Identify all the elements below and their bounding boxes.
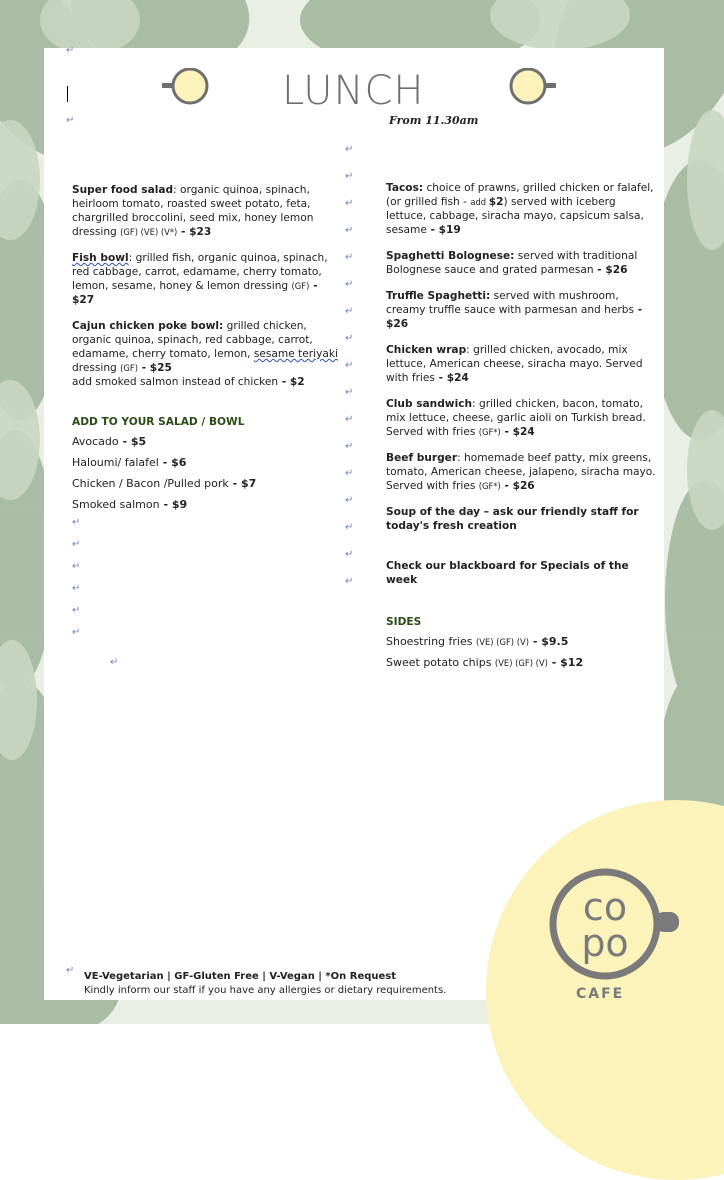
addon-item: Smoked salmon - $9 <box>72 498 188 511</box>
item-tags: (GF) <box>291 281 310 291</box>
copo-cafe-logo <box>547 868 683 1004</box>
item-add-label: add <box>470 197 489 207</box>
item-price: - $23 <box>177 226 212 238</box>
item-description-underlined: sesame teriyaki <box>253 348 338 360</box>
paragraph-mark-icon: ↵ <box>345 171 354 182</box>
item-add-price: $2 <box>488 196 504 208</box>
sides-heading: SIDES <box>386 616 422 628</box>
addon-item: Haloumi/ falafel - $6 <box>72 456 187 469</box>
paragraph-mark-icon: ↵ <box>72 627 81 638</box>
paragraph-mark-icon: ↵ <box>345 576 354 587</box>
item-description-cont: ) served with iceberg lettuce, cabbage, siracha mayo, capsicum salsa, sesame <box>386 196 644 236</box>
logo-letters-top: co <box>582 885 628 929</box>
paragraph-mark-icon: ↵ <box>345 198 354 209</box>
item-name: Truffle Spaghetti: <box>386 290 491 302</box>
paragraph-mark-icon: ↵ <box>72 583 81 594</box>
paragraph-mark-icon: ↵ <box>345 333 354 344</box>
side-item: Shoestring fries (VE) (GF) (V) - $9.5 <box>386 635 569 648</box>
paragraph-mark-icon: ↵ <box>345 441 354 452</box>
item-description: : organic quinoa, spinach, heirloom tomato, roasted sweet potato, feta, chargrilled broccolini, seed mix, honey lemon dressing <box>72 184 314 238</box>
item-name: Beef burger <box>386 452 458 464</box>
paragraph-mark-icon: ↵ <box>72 605 81 616</box>
item-price: - $26 <box>386 304 643 330</box>
menu-item <box>386 249 656 277</box>
item-name: Club sandwich <box>386 398 473 410</box>
item-name: Spaghetti Bolognese: <box>386 250 515 262</box>
menu-item <box>386 289 656 331</box>
paragraph-mark-icon: ↵ <box>72 561 81 572</box>
paragraph-mark-icon: ↵ <box>345 468 354 479</box>
item-tags: (GF*) <box>478 481 501 491</box>
menu-item <box>386 451 656 493</box>
dietary-footer <box>84 970 446 998</box>
paragraph-mark-icon: ↵ <box>345 549 354 560</box>
menu-item <box>72 183 338 239</box>
menu-item <box>72 319 338 389</box>
paragraph-mark-icon: ↵ <box>345 414 354 425</box>
paragraph-mark-icon: ↵ <box>345 225 354 236</box>
menu-item <box>386 343 656 385</box>
dietary-legend: VE-Vegetarian | GF-Gluten Free | V-Vegan | *On Request <box>84 971 397 982</box>
paragraph-mark-icon: ↵ <box>66 965 75 976</box>
menu-item <box>72 251 338 307</box>
paragraph-mark-icon: ↵ <box>66 115 75 126</box>
addons-heading: ADD TO YOUR SALAD / BOWL <box>72 416 245 428</box>
addon-item: Avocado - $5 <box>72 435 147 448</box>
logo-letters-bottom: po <box>581 921 629 965</box>
allergy-note: Kindly inform our staff if you have any allergies or dietary requirements. <box>84 985 447 996</box>
paragraph-mark-icon: ↵ <box>345 360 354 371</box>
item-tags: (GF) (VE) (V*) <box>120 227 178 237</box>
paragraph-mark-icon: ↵ <box>345 144 354 155</box>
paragraph-mark-icon: ↵ <box>345 252 354 263</box>
item-name: Cajun chicken poke bowl: <box>72 320 224 332</box>
item-name: Chicken wrap <box>386 344 467 356</box>
paragraph-mark-icon: ↵ <box>345 279 354 290</box>
paragraph-mark-icon: ↵ <box>345 522 354 533</box>
item-description: choice of prawns, grilled chicken or falafel, (or grilled fish - <box>386 182 654 208</box>
menu-item <box>386 181 656 237</box>
service-time: From 11.30am <box>389 114 479 127</box>
item-price: - $24 <box>434 372 469 384</box>
coffee-cup-right-icon <box>508 68 556 108</box>
specials-note: Check our blackboard for Specials of the week <box>386 560 629 586</box>
item-description: : grilled chicken, avocado, mix lettuce, American cheese, siracha mayo. Served with fries <box>386 344 643 384</box>
item-price: - $26 <box>593 264 628 276</box>
page-title: LUNCH <box>282 68 425 114</box>
paragraph-mark-icon: ↵ <box>72 539 81 550</box>
menu-item <box>386 397 656 439</box>
item-description: served with mushroom, creamy truffle sauce with parmesan and herbs <box>386 290 634 316</box>
item-price: - $26 <box>500 480 535 492</box>
item-name: Tacos: <box>386 182 424 194</box>
paragraph-mark-icon: ↵ <box>66 45 75 56</box>
soup-of-the-day: Soup of the day – ask our friendly staff for today's fresh creation <box>386 506 639 532</box>
addon-item: Chicken / Bacon /Pulled pork - $7 <box>72 477 257 490</box>
paragraph-mark-icon: ↵ <box>110 657 119 668</box>
item-extra-price: - $2 <box>278 376 305 388</box>
logo-cafe-label: CAFE <box>576 986 625 1002</box>
side-item: Sweet potato chips (VE) (GF) (V) - $12 <box>386 656 584 669</box>
item-description: : grilled chicken, bacon, tomato, mix lettuce, cheese, garlic aioli on Turkish bread. Served with fries <box>386 398 646 438</box>
item-description-end: dressing <box>72 362 121 374</box>
coffee-cup-left-icon <box>162 68 210 108</box>
item-price: - $24 <box>500 426 535 438</box>
paragraph-mark-icon: ↵ <box>345 495 354 506</box>
item-price: - $25 <box>138 362 172 374</box>
item-tags: (GF*) <box>478 427 501 437</box>
item-description: grilled chicken, organic quinoa, spinach, red cabbage, carrot, edamame, cherry tomato, lemon, <box>72 320 313 360</box>
item-name: Fish bowl <box>72 252 129 264</box>
item-name: Super food salad <box>72 184 174 196</box>
paragraph-mark-icon: ↵ <box>72 517 81 528</box>
item-description: served with traditional Bolognese sauce and grated parmesan <box>386 250 638 276</box>
right-column <box>386 181 656 677</box>
item-price: - $27 <box>72 280 318 306</box>
left-column <box>72 183 338 519</box>
paragraph-mark-icon: ↵ <box>345 306 354 317</box>
paragraph-mark-icon: ↵ <box>345 387 354 398</box>
item-tags: (GF) <box>120 363 138 373</box>
text-cursor <box>67 86 68 102</box>
item-description: : grilled fish, organic quinoa, spinach, red cabbage, carrot, edamame, cherry tomato, lemon, sesame, honey & lemon dressing <box>72 252 328 292</box>
item-extra: add smoked salmon instead of chicken <box>72 376 279 388</box>
item-description: : homemade beef patty, mix greens, tomato, American cheese, jalapeno, siracha mayo. Served with fries <box>386 452 656 492</box>
item-price: - $19 <box>426 224 461 236</box>
